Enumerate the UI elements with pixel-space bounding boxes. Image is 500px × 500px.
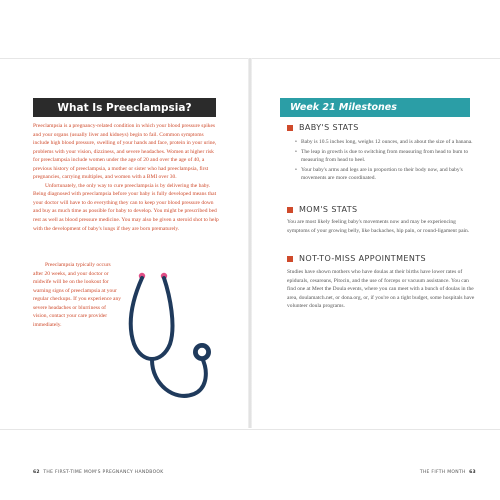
left-running-title: THE FIRST-TIME MOM'S PREGNANCY HANDBOOK (43, 470, 164, 475)
left-page-number: 62 (33, 470, 40, 475)
left-page-title: What Is Preeclampsia? (57, 101, 192, 114)
preeclampsia-body-text (33, 122, 220, 233)
paragraph-2: Unfortunately, the only way to cure preeclampsia is by delivering the baby. Being diagnosed with preeclampsia before your baby is fully developed means that your doctor will have to do everything they can to keep your blood pressure down and buy as much time as possible for baby to develop. You might be prescribed bed rest as well as blood pressure medicine. You may also be given a steroid shot to help with the development of baby's lungs if they are born prematurely. (33, 182, 219, 232)
right-page (250, 58, 500, 475)
right-running-title: THE FIFTH MONTH (419, 470, 466, 475)
paragraph-3: Preeclampsia typically occurs after 20 weeks, and your doctor or midwife will be on the lookout for warning signs of preeclampsia at your regular checkups. If you experience any severe headaches or blurriness of vision, contact your care provider immediately. (33, 262, 121, 328)
right-footer (420, 470, 476, 475)
list-item: • Your baby's arms and legs are in proportion to their body now, and baby's movements are more coordinated. (295, 166, 473, 183)
square-bullet-icon (287, 207, 293, 213)
square-bullet-icon (287, 125, 293, 131)
list-item: • Baby is 10.5 inches long, weighs 12 ounces, and is about the size of a banana. (295, 138, 473, 147)
moms-stats-text: You are most likely feeling baby's movements now and may be experiencing symptoms of your growing belly, like backaches, hip pain, or round-ligament pain. (287, 219, 470, 234)
preeclampsia-warning-text (33, 261, 121, 329)
paragraph-1: Preeclampsia is a pregnancy-related condition in which your blood pressure spikes and your organs (usually liver and kidneys) begin to fail. Common symptoms include high blood pressure, swelling of your hands and face, protein in your urine, problems with your vision, dizziness, and severe headaches. Women at higher risk for preeclampsia include women under the age of 20 and over the age of 40, a previous history of preeclampsia, a mother or sister who had preeclampsia, first pregnancies, carrying multiples, and women with a BMI over 30. (33, 123, 217, 181)
right-title-banner (280, 98, 470, 117)
babys-stats-heading: BABY'S STATS (287, 123, 359, 132)
square-bullet-icon (287, 256, 293, 262)
moms-stats-heading: MOM'S STATS (287, 205, 357, 214)
babys-stats-list (295, 138, 473, 184)
right-page-title: Week 21 Milestones (290, 102, 397, 113)
left-footer (33, 470, 164, 475)
left-title-banner (33, 98, 216, 117)
right-page-number: 63 (469, 470, 476, 475)
appointments-text: Studies have shown mothers who have doulas at their births have lower rates of epidurals, cesareans, Pitocin, and the use of forceps or vacuum assistance. You can find one at Meet the Doula events, where you can meet with a bunch of doulas in the area, doulamatch.net, or dona.org, or, if you're on a tight budget, some hospitals have volunteer doula programs. (287, 269, 475, 309)
appointments-heading: NOT-TO-MISS APPOINTMENTS (287, 254, 426, 263)
left-page (0, 58, 250, 475)
list-item: • The leap in growth is due to switching from measuring from head to bum to measuring from head to heel. (295, 148, 473, 165)
stethoscope-icon (112, 266, 222, 411)
